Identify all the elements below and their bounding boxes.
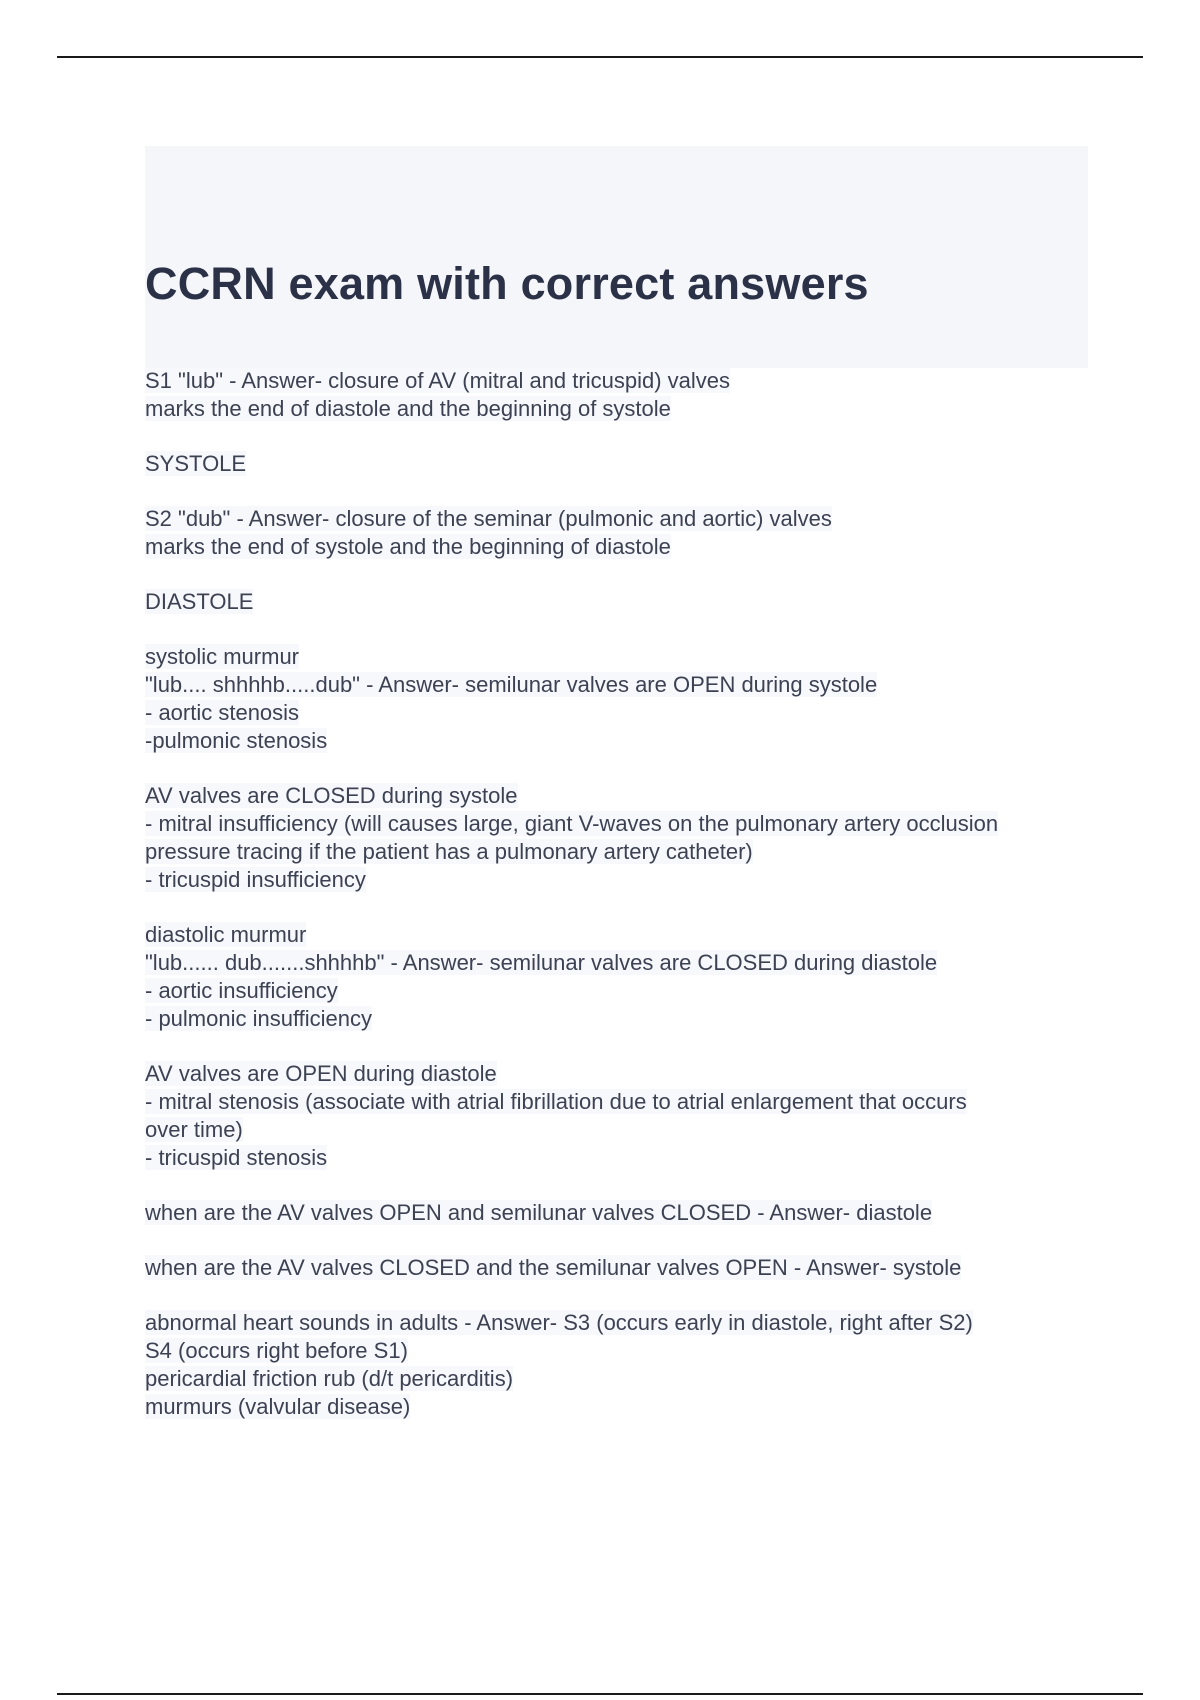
text-line-content: marks the end of systole and the beginning of diastole	[145, 534, 671, 559]
text-line	[145, 866, 1090, 894]
text-line-content: - aortic stenosis	[145, 700, 300, 725]
text-line	[145, 395, 1090, 423]
text-line-content: S4 (occurs right before S1)	[145, 1338, 408, 1363]
page-title: CCRN exam with correct answers	[145, 258, 869, 309]
text-line	[145, 949, 1090, 977]
text-line	[145, 1144, 1090, 1172]
text-line	[145, 450, 1090, 478]
text-line-content: murmurs (valvular disease)	[145, 1394, 411, 1419]
text-line	[145, 977, 1090, 1005]
text-line	[145, 1365, 1090, 1393]
qa-block	[145, 1199, 1090, 1227]
text-line-content: DIASTOLE	[145, 589, 254, 614]
text-line-content: - aortic insufficiency	[145, 978, 338, 1003]
text-line-content: - tricuspid insufficiency	[145, 867, 366, 892]
text-line-content: pressure tracing if the patient has a pulmonary artery catheter)	[145, 839, 753, 864]
text-line	[145, 782, 1090, 810]
text-line	[145, 699, 1090, 727]
text-line	[145, 671, 1090, 699]
text-line-content: over time)	[145, 1117, 243, 1142]
text-line-content: -pulmonic stenosis	[145, 728, 328, 753]
text-line-content: - pulmonic insufficiency	[145, 1006, 373, 1031]
text-line-content: - tricuspid stenosis	[145, 1145, 328, 1170]
text-line	[145, 1088, 1090, 1116]
footer-rule	[57, 1693, 1143, 1695]
text-line	[145, 1005, 1090, 1033]
text-line	[145, 1116, 1090, 1144]
text-line	[145, 367, 1090, 395]
text-line-content: systolic murmur	[145, 644, 300, 669]
qa-block	[145, 1309, 1090, 1421]
header-rule	[57, 56, 1143, 58]
text-line-content: abnormal heart sounds in adults - Answer- S3 (occurs early in diastole, right after S2)	[145, 1310, 973, 1335]
qa-block	[145, 367, 1090, 423]
text-line	[145, 1060, 1090, 1088]
text-line-content: marks the end of diastole and the beginning of systole	[145, 396, 671, 421]
text-line-content: "lub...... dub.......shhhhb" - Answer- semilunar valves are CLOSED during diastole	[145, 950, 938, 975]
text-line-content: when are the AV valves CLOSED and the semilunar valves OPEN - Answer- systole	[145, 1255, 962, 1280]
qa-block	[145, 1254, 1090, 1282]
text-line-content: AV valves are OPEN during diastole	[145, 1061, 497, 1086]
text-line	[145, 1337, 1090, 1365]
qa-block	[145, 450, 1090, 478]
text-line	[145, 505, 1090, 533]
qa-block	[145, 782, 1090, 894]
text-line	[145, 727, 1090, 755]
document-body	[145, 367, 1090, 1448]
text-line	[145, 921, 1090, 949]
text-line	[145, 1199, 1090, 1227]
text-line-content: AV valves are CLOSED during systole	[145, 783, 518, 808]
text-line-content: - mitral insufficiency (will causes large, giant V-waves on the pulmonary artery occlusion	[145, 811, 999, 836]
qa-block	[145, 1060, 1090, 1172]
qa-block	[145, 588, 1090, 616]
text-line	[145, 1393, 1090, 1421]
text-line	[145, 1254, 1090, 1282]
qa-block	[145, 505, 1090, 561]
text-line-content: S2 "dub" - Answer- closure of the seminar (pulmonic and aortic) valves	[145, 506, 832, 531]
text-line-content: S1 "lub" - Answer- closure of AV (mitral and tricuspid) valves	[145, 368, 730, 393]
qa-block	[145, 643, 1090, 755]
text-line	[145, 810, 1090, 838]
text-line-content: SYSTOLE	[145, 451, 247, 476]
qa-block	[145, 921, 1090, 1033]
text-line	[145, 838, 1090, 866]
text-line-content: when are the AV valves OPEN and semilunar valves CLOSED - Answer- diastole	[145, 1200, 933, 1225]
text-line	[145, 643, 1090, 671]
text-line-content: pericardial friction rub (d/t pericarditis)	[145, 1366, 514, 1391]
text-line	[145, 533, 1090, 561]
text-line	[145, 588, 1090, 616]
text-line-content: diastolic murmur	[145, 922, 307, 947]
text-line-content: - mitral stenosis (associate with atrial fibrillation due to atrial enlargement that occurs	[145, 1089, 967, 1114]
text-line	[145, 1309, 1090, 1337]
text-line-content: "lub.... shhhhb.....dub" - Answer- semilunar valves are OPEN during systole	[145, 672, 878, 697]
